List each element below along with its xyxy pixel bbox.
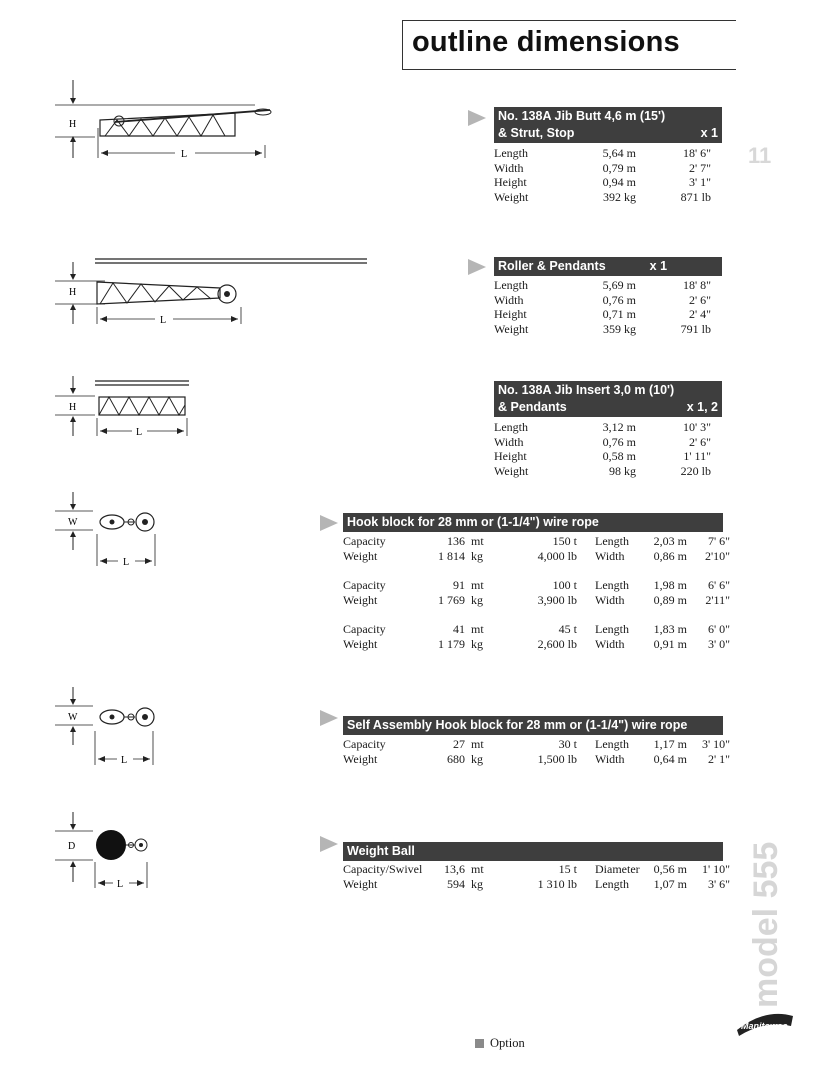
spec-label: Height	[494, 175, 527, 189]
pointer-icon	[468, 259, 486, 275]
dim-label-l: L	[160, 315, 167, 326]
jib-insert-title: No. 138A Jib Insert 3,0 m (10')	[498, 383, 675, 397]
option-swatch-icon	[475, 1039, 484, 1048]
spec-row	[343, 549, 730, 564]
spec-label: Length	[494, 278, 528, 292]
spec-imperial: 1' 11"	[683, 449, 711, 463]
spec-label: Weight	[343, 876, 378, 891]
pointer-icon	[468, 110, 486, 126]
spec-value: 45 t	[558, 622, 577, 636]
spec-metric: 0,71 m	[602, 307, 636, 321]
dim-label-h: H	[69, 119, 77, 130]
spec-value: 41	[453, 622, 465, 636]
spec-value: 100 t	[552, 578, 577, 592]
pointer-icon	[320, 515, 338, 531]
spec-label: Width	[595, 592, 625, 607]
spec-label: Weight	[343, 548, 378, 563]
dim-label-l: L	[136, 427, 143, 438]
spec-unit: kg	[471, 751, 483, 766]
spec-metric: 359 kg	[603, 321, 636, 336]
roller-pendants-specs	[494, 278, 711, 336]
dim-label-l: L	[181, 149, 188, 160]
spec-metric: 98 kg	[609, 463, 636, 478]
spec-value: 1,500 lb	[537, 751, 577, 766]
self-assembly-diagram	[55, 685, 175, 775]
spec-unit: mt	[471, 622, 484, 636]
spec-value: 1,83 m	[653, 622, 687, 636]
spec-row	[343, 637, 730, 652]
spec-value: 1,07 m	[653, 876, 687, 891]
spec-row	[494, 278, 711, 293]
spec-label: Length	[595, 578, 629, 592]
spec-row	[343, 578, 730, 593]
spec-metric: 5,64 m	[602, 146, 636, 160]
spec-row	[494, 146, 711, 161]
spec-label: Capacity	[343, 737, 386, 751]
roller-pendants-title: Roller & Pendants	[498, 259, 606, 273]
side-model-label	[745, 830, 785, 1010]
spec-row	[343, 877, 730, 892]
logo-text: Manitowoc	[741, 1021, 788, 1031]
spec-row	[494, 435, 711, 450]
spec-metric: 3,12 m	[602, 420, 636, 434]
weight-ball-title: Weight Ball	[347, 844, 415, 858]
spec-row	[494, 322, 711, 337]
spec-value: 2,03 m	[653, 534, 687, 548]
spec-value: 30 t	[558, 737, 577, 751]
spec-value: 136	[447, 534, 465, 548]
dim-label-l: L	[117, 879, 124, 890]
jib-insert-subtitle: & Pendants	[498, 400, 567, 414]
spec-row	[494, 420, 711, 435]
page-number: 11	[748, 143, 772, 168]
spec-unit: kg	[471, 636, 483, 651]
spec-imperial: 2' 6"	[688, 434, 711, 449]
option-label: Option	[490, 1036, 525, 1050]
dim-label-h: H	[69, 402, 77, 413]
spec-label: Width	[595, 751, 625, 766]
spec-label: Weight	[343, 636, 378, 651]
roller-pendants-header	[494, 257, 722, 276]
spec-value: 1 179	[438, 636, 465, 651]
roller-pendants-diagram	[55, 252, 375, 337]
spec-value: 1 814	[438, 548, 465, 563]
spec-row	[343, 862, 730, 877]
self-assembly-header	[343, 716, 723, 735]
spec-imperial: 2' 6"	[688, 292, 711, 307]
spec-value: 594	[447, 876, 465, 891]
roller-pendants-qty: x 1	[649, 259, 668, 273]
spec-value: 1,17 m	[653, 737, 687, 751]
spec-label: Weight	[343, 751, 378, 766]
spec-metric: 0,58 m	[602, 449, 636, 463]
spec-value: 1,98 m	[653, 578, 687, 592]
spec-value: 3' 10"	[701, 737, 730, 751]
jib-insert-specs	[494, 420, 711, 478]
dim-label-h: H	[69, 287, 77, 298]
spec-value: 7' 6"	[707, 534, 730, 548]
spec-unit: mt	[471, 534, 484, 548]
spec-label: Width	[595, 548, 625, 563]
hook-block-diagram	[55, 490, 175, 575]
spec-label: Width	[494, 292, 524, 307]
spec-label: Length	[494, 420, 528, 434]
spec-value: 0,64 m	[653, 751, 687, 766]
jib-butt-diagram	[55, 80, 285, 175]
spec-row	[494, 161, 711, 176]
spec-label: Capacity	[343, 622, 386, 636]
spec-value: 2'10"	[704, 548, 730, 563]
spec-row	[494, 449, 711, 464]
option-legend	[475, 1036, 525, 1051]
spec-metric: 0,76 m	[602, 434, 636, 449]
spec-unit: mt	[471, 578, 484, 592]
spec-imperial: 871 lb	[680, 189, 711, 204]
hook-block-specs	[343, 534, 730, 651]
spec-label: Diameter	[595, 862, 640, 876]
spec-unit: kg	[471, 876, 483, 891]
hook-block-title: Hook block for 28 mm or (1-1/4") wire rope	[347, 515, 599, 529]
spec-unit: kg	[471, 592, 483, 607]
spec-value: 13,6	[444, 862, 465, 876]
spec-value: 15 t	[558, 862, 577, 876]
weight-ball-header	[343, 842, 723, 861]
spec-label: Length	[494, 146, 528, 160]
spec-value: 27	[453, 737, 465, 751]
spec-label: Length	[595, 534, 629, 548]
spec-value: 1 769	[438, 592, 465, 607]
spec-value: 0,56 m	[653, 862, 687, 876]
spec-value: 0,89 m	[653, 592, 687, 607]
jib-insert-diagram	[55, 372, 215, 447]
spec-row	[494, 307, 711, 322]
weight-ball-specs	[343, 862, 730, 891]
spec-label: Length	[595, 876, 629, 891]
dim-label-w: W	[68, 712, 78, 723]
spec-label: Capacity	[343, 578, 386, 592]
spec-imperial: 18' 6"	[682, 146, 711, 160]
spec-value: 1' 10"	[701, 862, 730, 876]
spec-imperial: 220 lb	[680, 463, 711, 478]
side-model-text: model 555	[747, 841, 785, 1008]
spec-value: 6' 0"	[707, 622, 730, 636]
self-assembly-title: Self Assembly Hook block for 28 mm or (1-1/4") wire rope	[347, 718, 688, 732]
spec-label: Weight	[494, 463, 529, 478]
spec-row	[343, 752, 730, 767]
spec-label: Length	[595, 737, 629, 751]
spec-value: 3' 6"	[707, 876, 730, 891]
weight-ball-diagram	[55, 810, 175, 900]
spec-value: 3,900 lb	[537, 592, 577, 607]
spec-label: Width	[494, 434, 524, 449]
spec-unit: kg	[471, 548, 483, 563]
spec-value: 2,600 lb	[537, 636, 577, 651]
spec-metric: 392 kg	[603, 189, 636, 204]
jib-insert-qty: x 1, 2	[686, 400, 718, 414]
spec-metric: 0,76 m	[602, 292, 636, 307]
spec-label: Weight	[494, 321, 529, 336]
dim-label-w: W	[68, 517, 78, 528]
jib-insert-header	[494, 381, 722, 417]
spec-label: Weight	[343, 592, 378, 607]
spec-value: 150 t	[552, 534, 577, 548]
spec-row	[494, 175, 711, 190]
jib-butt-specs	[494, 146, 711, 204]
spec-label: Width	[595, 636, 625, 651]
spec-row	[343, 737, 730, 752]
spec-row	[494, 190, 711, 205]
spec-value: 4,000 lb	[537, 548, 577, 563]
pointer-icon	[320, 710, 338, 726]
pointer-icon	[320, 836, 338, 852]
spec-label: Width	[494, 160, 524, 175]
jib-butt-header	[494, 107, 722, 143]
dim-label-l: L	[123, 557, 130, 568]
spec-value: 680	[447, 751, 465, 766]
spec-value: 6' 6"	[707, 578, 730, 592]
spec-value: 91	[453, 578, 465, 592]
spec-imperial: 791 lb	[680, 321, 711, 336]
spec-metric: 0,79 m	[602, 160, 636, 175]
spec-label: Weight	[494, 189, 529, 204]
spec-row	[494, 293, 711, 308]
spec-imperial: 10' 3"	[682, 420, 711, 434]
spec-value: 2'11"	[705, 592, 730, 607]
spec-row	[343, 534, 730, 549]
spec-value: 3' 0"	[707, 636, 730, 651]
spec-value: 2' 1"	[707, 751, 730, 766]
dim-label-d: D	[68, 841, 76, 852]
jib-butt-subtitle: & Strut, Stop	[498, 126, 575, 140]
jib-butt-title: No. 138A Jib Butt 4,6 m (15')	[498, 109, 666, 123]
spec-label: Length	[595, 622, 629, 636]
spec-imperial: 3' 1"	[688, 175, 711, 189]
self-assembly-specs	[343, 737, 730, 766]
spec-value: 1 310 lb	[537, 876, 577, 891]
spec-label: Capacity/Swivel	[343, 862, 423, 876]
spec-metric: 5,69 m	[602, 278, 636, 292]
spec-label: Capacity	[343, 534, 386, 548]
dim-label-l: L	[121, 755, 128, 766]
spec-row	[343, 622, 730, 637]
page-title: outline dimensions	[412, 26, 680, 58]
spec-value: 0,91 m	[653, 636, 687, 651]
spec-value: 0,86 m	[653, 548, 687, 563]
spec-unit: mt	[471, 737, 484, 751]
spec-imperial: 2' 7"	[688, 160, 711, 175]
spec-imperial: 18' 8"	[682, 278, 711, 292]
spec-label: Height	[494, 307, 527, 321]
manitowoc-logo	[735, 1008, 795, 1036]
spec-imperial: 2' 4"	[688, 307, 711, 321]
spec-metric: 0,94 m	[602, 175, 636, 189]
jib-butt-qty: x 1	[700, 126, 718, 140]
spec-label: Height	[494, 449, 527, 463]
spec-unit: mt	[471, 862, 484, 876]
spec-row	[343, 593, 730, 608]
spec-row	[494, 464, 711, 479]
hook-block-header	[343, 513, 723, 532]
